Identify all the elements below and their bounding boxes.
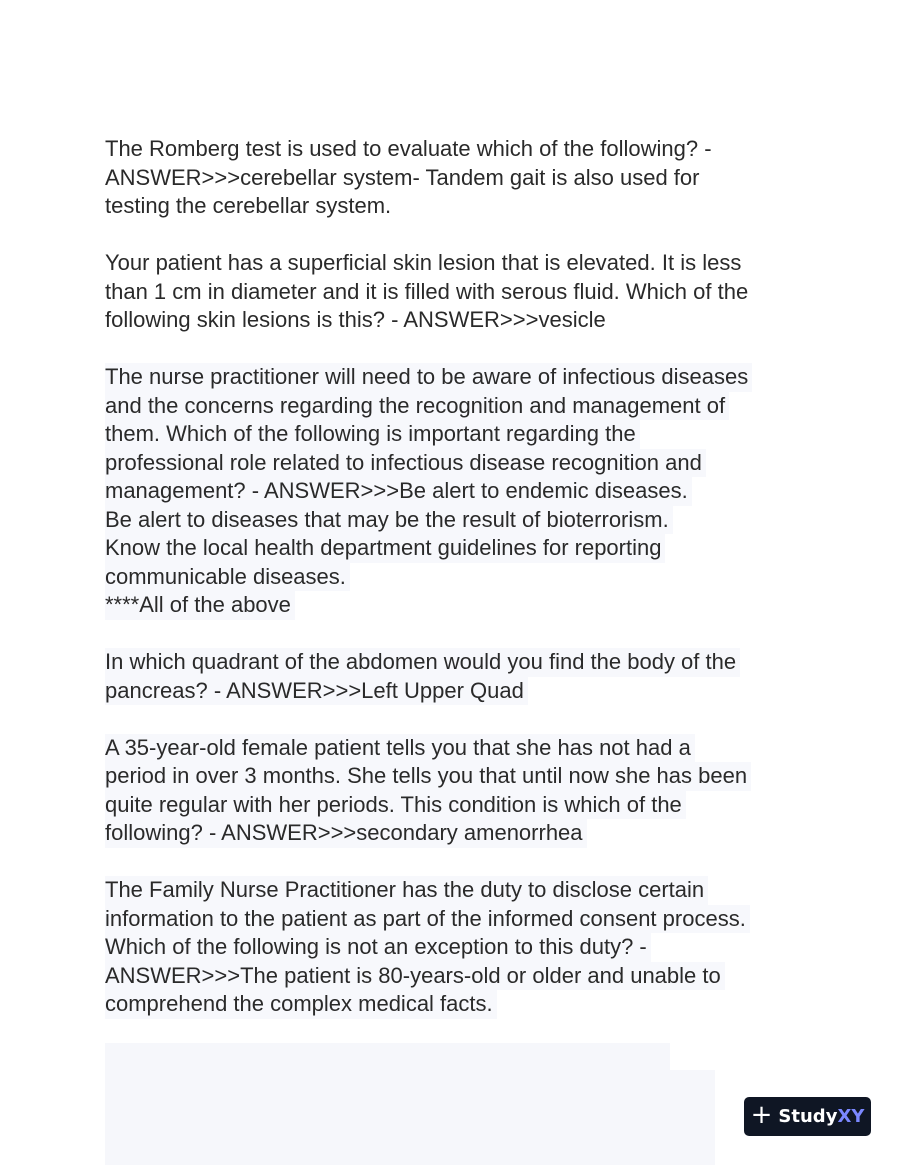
qa-line: testing the cerebellar system.: [105, 193, 392, 218]
qa-line: comprehend the complex medical facts.: [105, 990, 497, 1019]
qa-line: The nurse practitioner will need to be aware of infectious diseases: [105, 363, 752, 392]
qa-line: following? - ANSWER>>>secondary amenorrhea: [105, 819, 587, 848]
qa-item: [105, 249, 805, 335]
plus-icon: +: [750, 1100, 773, 1130]
qa-item: [105, 876, 805, 1019]
qa-item: [105, 734, 805, 848]
qa-line: communicable diseases.: [105, 563, 350, 592]
document-body: [105, 135, 805, 1047]
qa-line: Your patient has a superficial skin lesion that is elevated. It is less: [105, 250, 742, 275]
qa-line: ANSWER>>>cerebellar system- Tandem gait is also used for: [105, 164, 700, 190]
obscured-content-block-lower: [105, 1070, 715, 1165]
qa-line: period in over 3 months. She tells you that until now she has been: [105, 762, 751, 791]
qa-line: quite regular with her periods. This condition is which of the: [105, 791, 686, 820]
qa-line: ANSWER>>>The patient is 80-years-old or older and unable to: [105, 962, 725, 991]
qa-line: them. Which of the following is important regarding the: [105, 420, 640, 449]
qa-item: [105, 135, 805, 221]
qa-line: than 1 cm in diameter and it is filled with serous fluid. Which of the: [105, 278, 749, 304]
qa-line: pancreas? - ANSWER>>>Left Upper Quad: [105, 677, 528, 706]
studyxy-badge[interactable]: [744, 1097, 871, 1136]
qa-line: and the concerns regarding the recognition and management of: [105, 392, 729, 421]
qa-line: Know the local health department guidelines for reporting: [105, 534, 665, 563]
badge-brand: [778, 1106, 864, 1127]
qa-line: ****All of the above: [105, 591, 295, 620]
qa-line: In which quadrant of the abdomen would you find the body of the: [105, 648, 740, 677]
qa-item: [105, 648, 805, 705]
qa-line: following skin lesions is this? - ANSWER>>>vesicle: [105, 307, 606, 332]
qa-item: [105, 363, 805, 620]
qa-line: professional role related to infectious disease recognition and: [105, 449, 706, 478]
qa-line: The Family Nurse Practitioner has the duty to disclose certain: [105, 876, 708, 905]
qa-line: The Romberg test is used to evaluate which of the following? -: [105, 136, 712, 161]
badge-brand-main: Study: [778, 1106, 838, 1127]
qa-line: management? - ANSWER>>>Be alert to endemic diseases.: [105, 477, 692, 506]
qa-line: Be alert to diseases that may be the result of bioterrorism.: [105, 506, 673, 535]
qa-line: A 35-year-old female patient tells you that she has not had a: [105, 734, 695, 763]
qa-line: information to the patient as part of the informed consent process.: [105, 905, 750, 934]
qa-line: Which of the following is not an exception to this duty? -: [105, 933, 651, 962]
badge-brand-accent: XY: [837, 1106, 865, 1127]
